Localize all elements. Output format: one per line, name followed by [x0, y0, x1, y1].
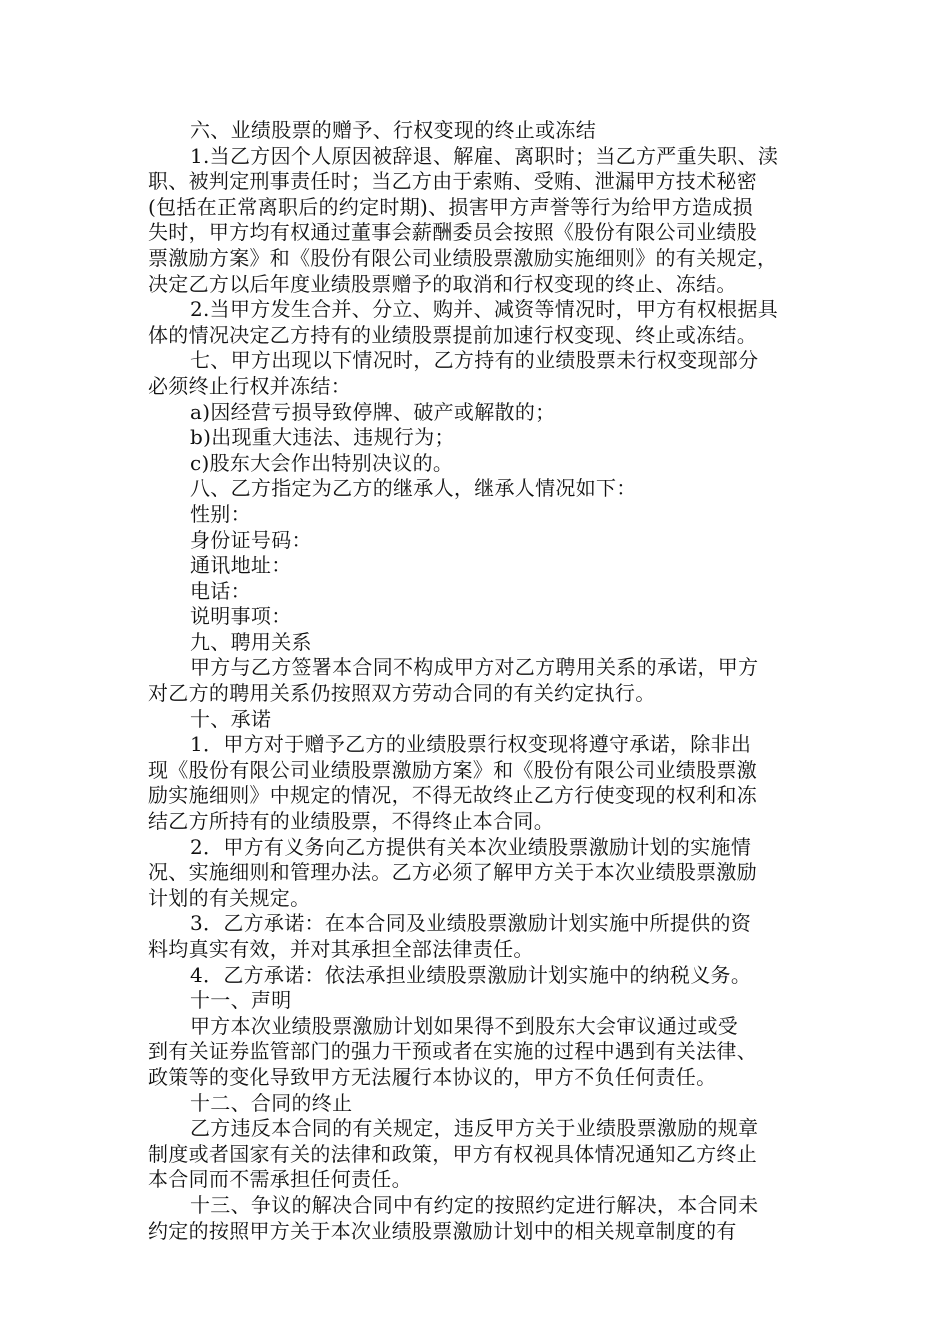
text-line: 七、甲方出现以下情况时，乙方持有的业绩股票未行权变现部分 — [190, 348, 759, 373]
text-line: b)出现重大违法、违规行为； — [190, 425, 455, 450]
text-line: 乙方违反本合同的有关规定，违反甲方关于业绩股票激励的规章 — [190, 1116, 759, 1141]
text-line: 对乙方的聘用关系仍按照双方劳动合同的有关约定执行。 — [148, 681, 656, 706]
text-line: 八、乙方指定为乙方的继承人，继承人情况如下： — [190, 476, 637, 501]
text-line: 六、业绩股票的赠予、行权变现的终止或冻结 — [190, 118, 596, 142]
text-line: 本合同而不需承担任何责任。 — [148, 1167, 412, 1192]
text-line: 必须终止行权并冻结： — [148, 373, 351, 398]
text-line: 甲方与乙方签署本合同不构成甲方对乙方聘用关系的承诺，甲方 — [190, 655, 759, 680]
text-line: 制度或者国家有关的法律和政策，甲方有权视具体情况通知乙方终止 — [148, 1141, 757, 1166]
text-line: 约定的按照甲方关于本次业绩股票激励计划中的相关规章制度的有 — [148, 1218, 737, 1243]
text-line: 十、承诺 — [190, 706, 272, 731]
text-line: 政策等的变化导致甲方无法履行本协议的，甲方不负任何责任。 — [148, 1064, 717, 1089]
text-line: (包括在正常离职后的约定时期)、损害甲方声誉等行为给甲方造成损 — [148, 194, 753, 219]
text-line: 十三、争议的解决合同中有约定的按照约定进行解决，本合同未 — [190, 1192, 759, 1217]
text-line: 励实施细则》中规定的情况，不得无故终止乙方行使变现的权利和冻 — [148, 783, 757, 808]
text-line: 体的情况决定乙方持有的业绩股票提前加速行权变现、终止或冻结。 — [148, 322, 757, 347]
text-line: 计划的有关规定。 — [148, 885, 311, 910]
text-line: 说明事项： — [190, 604, 292, 629]
text-line: 票激励方案》和《股份有限公司业绩股票激励实施细则》的有关规定， — [148, 245, 778, 270]
text-line: 现《股份有限公司业绩股票激励方案》和《股份有限公司业绩股票激 — [148, 757, 757, 782]
text-line: 性别： — [190, 501, 251, 526]
text-line: 到有关证券监管部门的强力干预或者在实施的过程中遇到有关法律、 — [148, 1039, 757, 1064]
text-line: 电话： — [190, 578, 251, 603]
text-line: 通讯地址： — [190, 553, 292, 578]
text-line: 2.当甲方发生合并、分立、购并、减资等情况时，甲方有权根据具 — [190, 297, 779, 322]
text-line: 1.当乙方因个人原因被辞退、解雇、离职时；当乙方严重失职、渎 — [190, 143, 779, 168]
text-line: 决定乙方以后年度业绩股票赠予的取消和行权变现的终止、冻结。 — [148, 271, 737, 296]
text-line: 况、实施细则和管理办法。乙方必须了解甲方关于本次业绩股票激励 — [148, 860, 757, 885]
text-line: 4．乙方承诺：依法承担业绩股票激励计划实施中的纳税义务。 — [190, 962, 752, 987]
text-line: 3．乙方承诺：在本合同及业绩股票激励计划实施中所提供的资 — [190, 911, 752, 936]
document-body — [148, 118, 808, 1244]
text-line: 2．甲方有义务向乙方提供有关本次业绩股票激励计划的实施情 — [190, 834, 752, 859]
text-line: 料均真实有效，并对其承担全部法律责任。 — [148, 937, 534, 961]
text-line: 结乙方所持有的业绩股票，不得终止本合同。 — [148, 809, 554, 834]
text-line: 1．甲方对于赠予乙方的业绩股票行权变现将遵守承诺，除非出 — [190, 732, 752, 757]
text-line: 甲方本次业绩股票激励计划如果得不到股东大会审议通过或受 — [190, 1013, 739, 1038]
text-line: 失时，甲方均有权通过董事会薪酬委员会按照《股份有限公司业绩股 — [148, 220, 757, 245]
text-line: 身份证号码： — [190, 527, 312, 552]
text-line: 九、聘用关系 — [190, 629, 312, 654]
text-line: c)股东大会作出特别决议的。 — [190, 450, 454, 475]
text-line: 十一、声明 — [190, 988, 292, 1013]
text-line: 十二、合同的终止 — [190, 1090, 353, 1115]
text-line: a)因经营亏损导致停牌、破产或解散的； — [190, 399, 556, 424]
text-line: 职、被判定刑事责任时；当乙方由于索贿、受贿、泄漏甲方技术秘密 — [148, 169, 757, 194]
